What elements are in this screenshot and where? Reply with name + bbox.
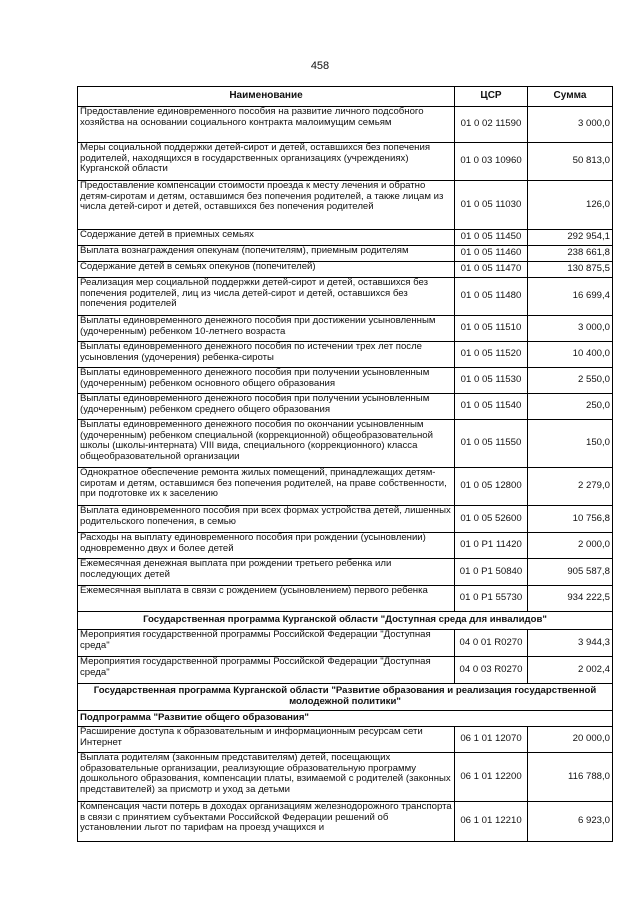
row-csr: 06 1 01 12200 [455,753,528,802]
table-header-row [78,87,613,107]
row-sum: 10 756,8 [528,506,613,533]
table-row [78,753,613,802]
section-title: Государственная программа Курганской области "Доступная среда для инвалидов" [78,612,613,630]
row-name: Мероприятия государственной программы Российской Федерации "Доступная среда" [78,630,455,657]
table-row [78,107,613,143]
row-sum: 3 944,3 [528,630,613,657]
row-name: Компенсация части потерь в доходах организациям железнодорожного транспорта в связи с принятием субъектами Российской Федерации решений об установлении льгот по тарифам на проезд учащихся и [78,802,455,842]
header-sum: Сумма [528,87,613,107]
row-csr: 06 1 01 12210 [455,802,528,842]
table-row [78,586,613,612]
row-sum: 2 279,0 [528,468,613,506]
table-row [78,420,613,468]
row-name: Предоставление компенсации стоимости проезда к месту лечения и обратно детям-сиротам и детям, оставшимся без попечения родителей, а также лицам из числа детей-сирот и детей, оставшихся без попечения родителей [78,181,455,230]
row-csr: 01 0 P1 11420 [455,533,528,559]
row-name: Меры социальной поддержки детей-сирот и детей, оставшихся без попечения родителей, находящихся в государственных организациях (учреждениях) Курганской области [78,143,455,181]
table-row [78,181,613,230]
row-name: Реализация мер социальной поддержки детей-сирот и детей, оставшихся без попечения родителей, лиц из числа детей-сирот и детей, оставшихся без попечения родителей [78,278,455,316]
table-row [78,368,613,394]
row-csr: 04 0 03 R0270 [455,657,528,684]
row-name: Содержание детей в приемных семьях [78,230,455,246]
table-row [78,559,613,586]
subsection-title: Подпрограмма "Развитие общего образования" [78,711,613,727]
row-name: Ежемесячная денежная выплата при рождении третьего ребенка или последующих детей [78,559,455,586]
table-row [78,630,613,657]
row-sum: 3 000,0 [528,107,613,143]
subsection-heading-row [78,711,613,727]
row-sum: 50 813,0 [528,143,613,181]
row-name: Выплата вознаграждения опекунам (попечителям), приемным родителям [78,246,455,262]
row-sum: 3 000,0 [528,316,613,342]
row-name: Выплаты единовременного денежного пособия по окончании усыновленным (удочеренным) ребенком специальной (коррекционной) общеобразовательной школы (школы-интерната) VIII вида, специального (коррекционного) класса общеобразовательной организации [78,420,455,468]
row-csr: 01 0 P1 50840 [455,559,528,586]
row-name: Предоставление единовременного пособия на развитие личного подсобного хозяйства на основании социального контракта малоимущим семьям [78,107,455,143]
row-sum: 292 954,1 [528,230,613,246]
row-sum: 934 222,5 [528,586,613,612]
header-name: Наименование [78,87,455,107]
row-sum: 2 002,4 [528,657,613,684]
row-name: Выплаты единовременного денежного пособия по истечении трех лет после усыновления (удочерения) ребенка-сироты [78,342,455,368]
row-csr: 01 0 03 10960 [455,143,528,181]
row-name: Ежемесячная выплата в связи с рождением (усыновлением) первого ребенка [78,586,455,612]
row-sum: 150,0 [528,420,613,468]
table-row [78,394,613,420]
table-row [78,342,613,368]
row-csr: 01 0 05 11460 [455,246,528,262]
row-csr: 01 0 05 11540 [455,394,528,420]
row-csr: 01 0 05 11520 [455,342,528,368]
row-sum: 2 550,0 [528,368,613,394]
row-name: Расходы на выплату единовременного пособия при рождении (усыновлении) одновременно двух и более детей [78,533,455,559]
row-sum: 16 699,4 [528,278,613,316]
row-csr: 01 0 05 11450 [455,230,528,246]
budget-table [77,86,613,842]
table-row [78,802,613,842]
row-sum: 238 661,8 [528,246,613,262]
row-csr: 01 0 02 11590 [455,107,528,143]
row-sum: 126,0 [528,181,613,230]
table-row [78,262,613,278]
page-number: 458 [310,60,330,72]
table-row [78,727,613,753]
row-name: Выплаты единовременного денежного пособия при получении усыновленным (удочеренным) ребенком основного общего образования [78,368,455,394]
row-name: Выплаты единовременного денежного пособия при получении усыновленным (удочеренным) ребенком среднего общего образования [78,394,455,420]
row-name: Мероприятия государственной программы Российской Федерации "Доступная среда" [78,657,455,684]
row-sum: 130 875,5 [528,262,613,278]
row-sum: 116 788,0 [528,753,613,802]
row-name: Содержание детей в семьях опекунов (попечителей) [78,262,455,278]
row-sum: 20 000,0 [528,727,613,753]
table-row [78,657,613,684]
table-row [78,533,613,559]
table-row [78,506,613,533]
table-row [78,468,613,506]
row-csr: 01 0 05 12800 [455,468,528,506]
row-sum: 6 923,0 [528,802,613,842]
row-sum: 2 000,0 [528,533,613,559]
row-csr: 06 1 01 12070 [455,727,528,753]
row-csr: 01 0 05 11550 [455,420,528,468]
row-name: Расширение доступа к образовательным и информационным ресурсам сети Интернет [78,727,455,753]
row-csr: 01 0 05 52600 [455,506,528,533]
table-row [78,316,613,342]
table-row [78,278,613,316]
section-title: Государственная программа Курганской области "Развитие образования и реализация государственной молодежной политики" [78,684,613,711]
row-sum: 905 587,8 [528,559,613,586]
row-name: Выплата родителям (законным представителям) детей, посещающих образовательные организации, реализующие образовательную программу дошкольного образования, компенсации платы, взимаемой с родителей (законных представителей) за присмотр и уход за детьми [78,753,455,802]
row-csr: 01 0 05 11030 [455,181,528,230]
header-csr: ЦСР [455,87,528,107]
section-heading-row [78,684,613,711]
table-row [78,143,613,181]
row-csr: 01 0 05 11470 [455,262,528,278]
row-name: Выплата единовременного пособия при всех формах устройства детей, лишенных родительского попечения, в семью [78,506,455,533]
row-name: Выплаты единовременного денежного пособия при достижении усыновленным (удочеренным) ребенком 10-летнего возраста [78,316,455,342]
row-csr: 04 0 01 R0270 [455,630,528,657]
section-heading-row [78,612,613,630]
row-csr: 01 0 05 11530 [455,368,528,394]
row-csr: 01 0 P1 55730 [455,586,528,612]
row-csr: 01 0 05 11510 [455,316,528,342]
row-csr: 01 0 05 11480 [455,278,528,316]
table-row [78,230,613,246]
row-sum: 250,0 [528,394,613,420]
row-name: Однократное обеспечение ремонта жилых помещений, принадлежащих детям-сиротам и детям, оставшимся без попечения родителей, на праве собственности, при подготовке их к заселению [78,468,455,506]
row-sum: 10 400,0 [528,342,613,368]
table-row [78,246,613,262]
